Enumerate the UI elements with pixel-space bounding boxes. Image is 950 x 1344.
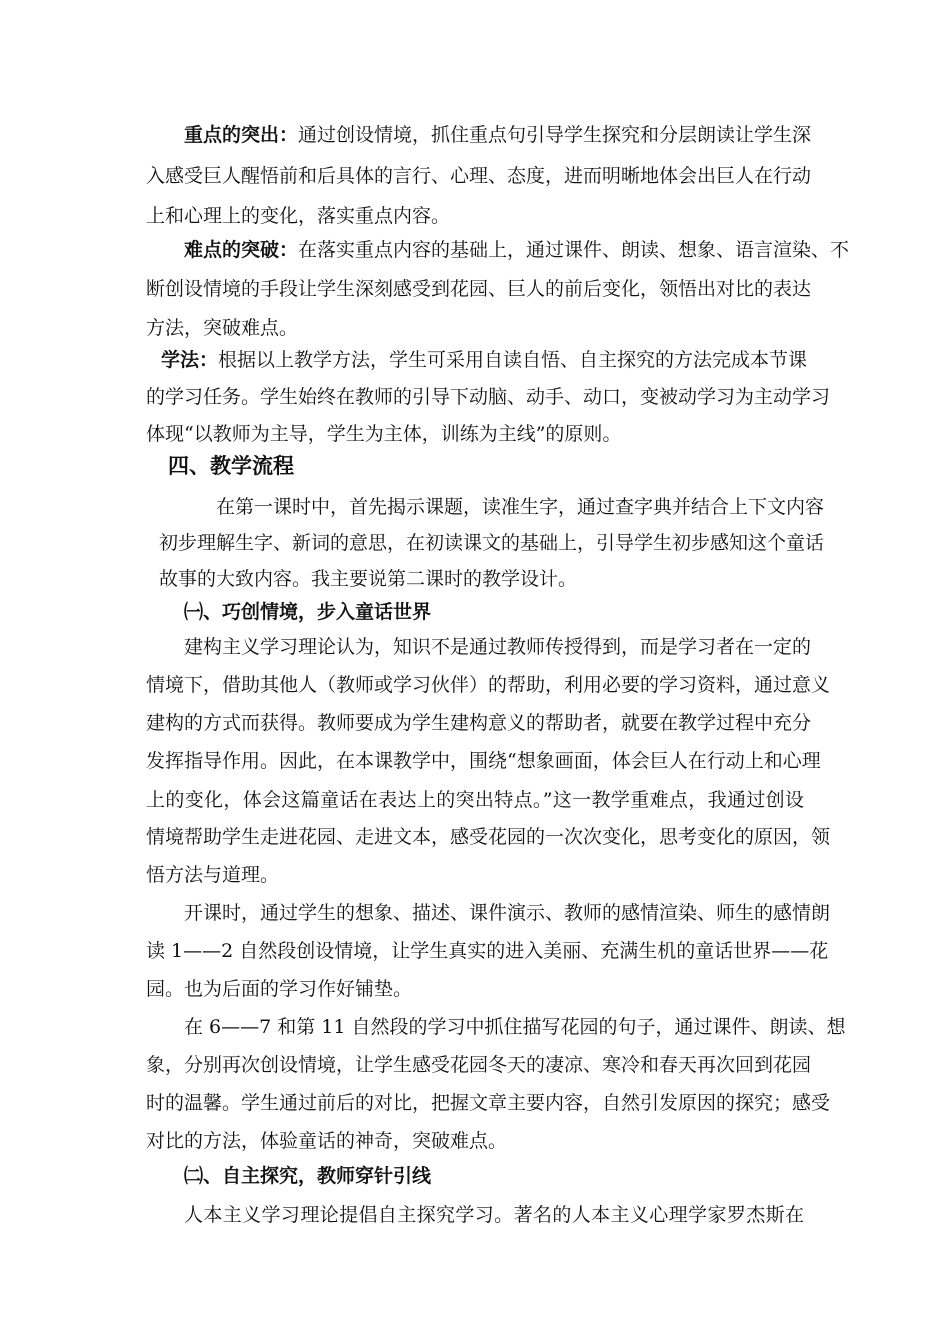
paragraph-text: 根据以上教学方法，学生可采用自读自悟、自主探究的方法完成本节课 xyxy=(218,349,808,371)
subsection-heading: ㈠、巧创情境，步入童话世界 xyxy=(184,601,432,623)
paragraph-line xyxy=(184,238,850,262)
paragraph-line xyxy=(184,123,812,147)
key-point-label: 重点的突出： xyxy=(184,124,299,146)
paragraph-line xyxy=(161,348,808,372)
section-heading: 四、教学流程 xyxy=(168,453,294,478)
paragraph-line: 在 6——7 和第 11 自然段的学习中抓住描写花园的句子，通过课件、朗读、想 xyxy=(184,1016,846,1038)
paragraph-line: 的学习任务。学生始终在教师的引导下动脑、动手、动口，变被动学习为主动学习 xyxy=(146,386,831,408)
paragraph-line: 园。也为后面的学习作好铺垫。 xyxy=(146,978,413,1000)
paragraph-line: 悟方法与道理。 xyxy=(146,864,280,886)
paragraph-line: 体现“以教师为主导，学生为主体，训练为主线”的原则。 xyxy=(146,423,622,445)
paragraph-line: 读 1——2 自然段创设情境，让学生真实的进入美丽、充满生机的童话世界——花 xyxy=(146,940,829,962)
paragraph-line: 情境下，借助其他人（教师或学习伙伴）的帮助，利用必要的学习资料，通过意义 xyxy=(146,674,831,696)
paragraph-line: 在第一课时中，首先揭示课题，读准生字，通过查字典并结合上下文内容 xyxy=(216,496,825,518)
paragraph-line: 上和心理上的变化，落实重点内容。 xyxy=(146,205,451,227)
paragraph-line: 时的温馨。学生通过前后的对比，把握文章主要内容，自然引发原因的探究；感受 xyxy=(146,1092,831,1114)
paragraph-line: 对比的方法，体验童话的神奇，突破难点。 xyxy=(146,1130,508,1152)
study-method-label: 学法： xyxy=(161,349,219,371)
paragraph-line: 故事的大致内容。我主要说第二课时的教学设计。 xyxy=(159,568,578,590)
paragraph-line: 入感受巨人醒悟前和后具体的言行、心理、态度，进而明晰地体会出巨人在行动 xyxy=(146,165,812,187)
paragraph-line: 方法，突破难点。 xyxy=(146,317,299,339)
paragraph-line: 情境帮助学生走进花园、走进文本，感受花园的一次次变化，思考变化的原因，领 xyxy=(146,826,831,848)
paragraph-line: 初步理解生字、新词的意思，在初读课文的基础上，引导学生初步感知这个童话 xyxy=(159,532,825,554)
paragraph-line: 开课时，通过学生的想象、描述、课件演示、教师的感情渲染、师生的感情朗 xyxy=(184,902,831,924)
paragraph-line: 象，分别再次创设情境，让学生感受花园冬天的凄凉、寒冷和春天再次回到花园 xyxy=(146,1054,812,1076)
paragraph-line: 上的变化，体会这篇童话在表达上的突出特点。”这一教学重难点，我通过创设 xyxy=(146,789,804,811)
paragraph-line: 建构的方式而获得。教师要成为学生建构意义的帮助者，就要在教学过程中充分 xyxy=(146,712,812,734)
subsection-heading: ㈡、自主探究，教师穿针引线 xyxy=(184,1165,432,1187)
paragraph-line: 建构主义学习理论认为，知识不是通过教师传授得到，而是学习者在一定的 xyxy=(184,636,812,658)
difficulty-label: 难点的突破： xyxy=(184,239,299,261)
paragraph-text: 通过创设情境，抓住重点句引导学生探究和分层朗读让学生深 xyxy=(298,124,812,146)
paragraph-text: 在落实重点内容的基础上，通过课件、朗读、想象、语言渲染、不 xyxy=(298,239,850,261)
paragraph-line: 发挥指导作用。因此，在本课教学中，围绕“想象画面，体会巨人在行动上和心理 xyxy=(146,750,821,772)
paragraph-line: 断创设情境的手段让学生深刻感受到花园、巨人的前后变化，领悟出对比的表达 xyxy=(146,278,812,300)
paragraph-line: 人本主义学习理论提倡自主探究学习。著名的人本主义心理学家罗杰斯在 xyxy=(184,1204,804,1226)
